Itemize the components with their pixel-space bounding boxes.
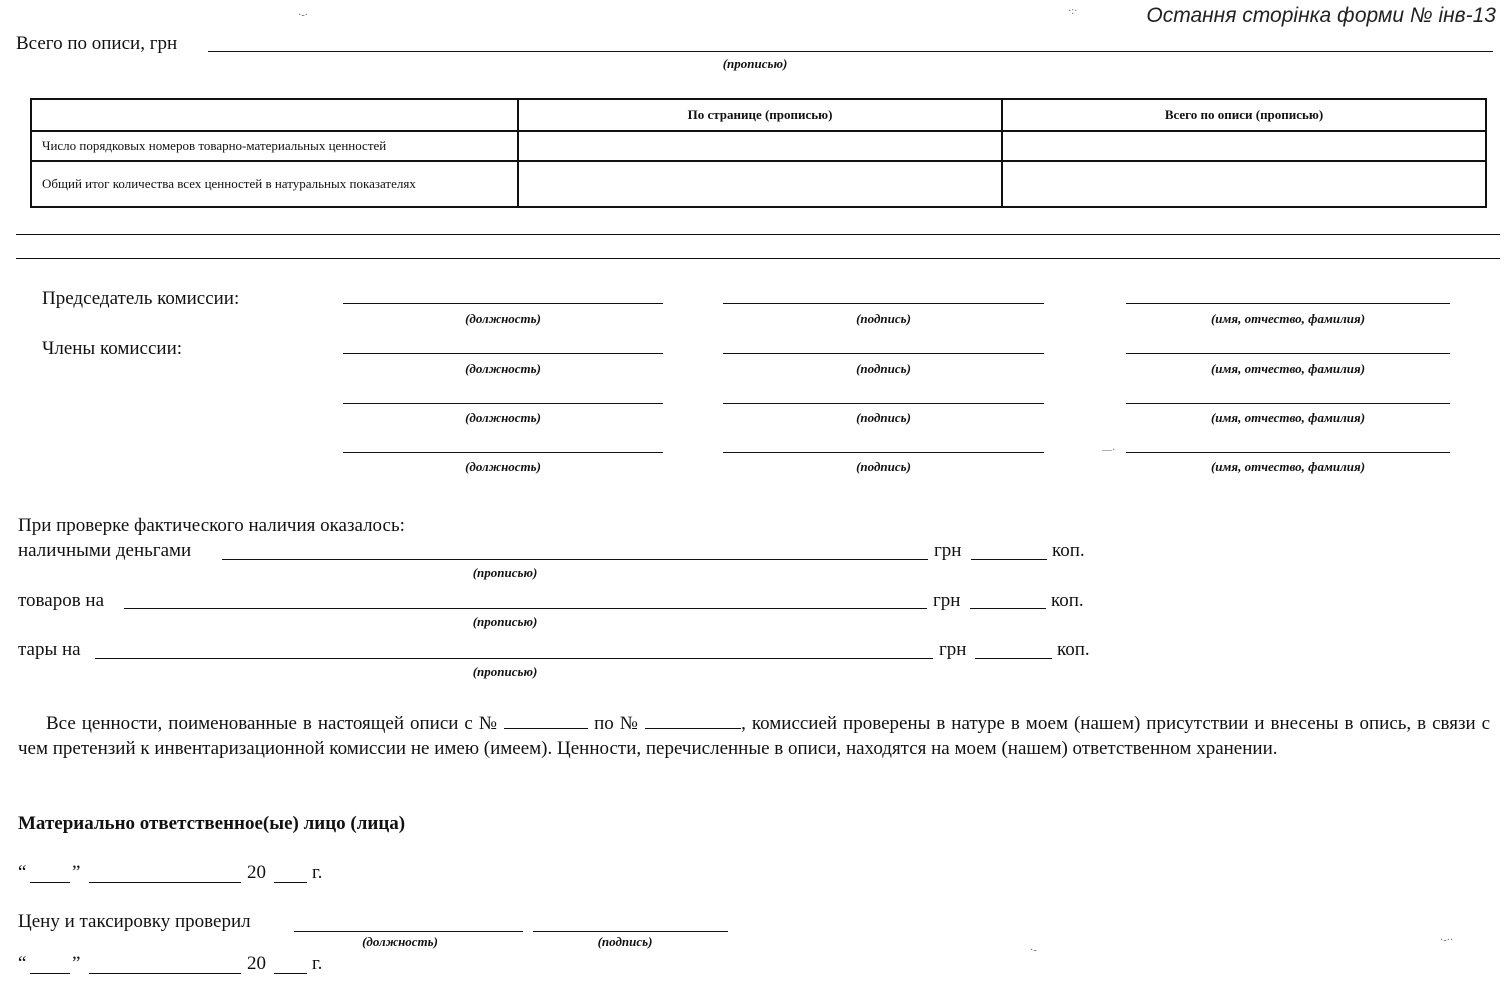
amount-hint: (прописью) <box>472 565 538 580</box>
statement-part1: Все ценности, поименованные в настоящей описи с № <box>46 713 499 734</box>
total-count-cell[interactable] <box>1002 131 1486 161</box>
date-month-field[interactable] <box>89 973 241 974</box>
price-check-label: Цену и таксировку проверил <box>18 911 251 932</box>
date-century: 20 <box>247 862 266 883</box>
table-header-cell: По странице (прописью) <box>518 99 1002 131</box>
amount-hint: (прописью) <box>472 664 538 679</box>
statement-paragraph <box>18 711 1490 761</box>
member-name-field[interactable] <box>1126 452 1450 453</box>
member-position-field[interactable] <box>343 353 663 354</box>
date-year-suffix: г. <box>312 862 323 883</box>
date-month-field[interactable] <box>89 882 241 883</box>
responsible-label: Материально ответственное(ые) лицо (лица) <box>18 813 406 834</box>
member-signature-field[interactable] <box>723 452 1044 453</box>
signature-hint: (подпись) <box>856 459 911 474</box>
table-row-label: Общий итог количества всех ценностей в натуральных показателях <box>31 161 518 207</box>
table-header-cell: Всего по описи (прописью) <box>1002 99 1486 131</box>
totals-table <box>30 98 1487 208</box>
goods-label: товаров на <box>18 590 105 611</box>
kop-label: коп. <box>1051 590 1084 611</box>
signature-hint: (подпись) <box>856 410 911 425</box>
scan-speck: ·‐· <box>298 10 308 21</box>
total-label: Всего по описи, грн <box>16 33 178 54</box>
date-day-field[interactable] <box>30 882 70 883</box>
signature-hint: (подпись) <box>597 934 653 949</box>
separator-line <box>16 234 1500 235</box>
date-close-quote: ” <box>72 862 81 883</box>
date-close-quote: ” <box>72 953 81 974</box>
scan-speck: ·‐·· <box>1440 935 1454 946</box>
signature-hint: (подпись) <box>856 361 911 376</box>
per-page-quantity-cell[interactable] <box>518 161 1002 207</box>
total-quantity-cell[interactable] <box>1002 161 1486 207</box>
table-row-label: Число порядковых номеров товарно-материальных ценностей <box>31 131 518 161</box>
cash-kop-field[interactable] <box>971 559 1047 560</box>
date-open-quote: “ <box>18 862 27 883</box>
scan-speck: ·:· <box>1068 6 1078 17</box>
statement-part3: , комиссией проверены в натуре в моем (нашем) присутствии и внесены в опись, в связи с чем претензий к инвентаризационной комиссии не имею (имеем). Ценности, перечисленные в описи, находятся на моем (нашем) ответственном хранении. <box>18 713 1491 759</box>
position-hint: (должность) <box>465 311 541 326</box>
amount-hint: (прописью) <box>472 614 538 629</box>
date-year-field[interactable] <box>274 973 307 974</box>
member-name-field[interactable] <box>1126 353 1450 354</box>
statement-part2: по № <box>594 713 640 734</box>
from-number-field[interactable] <box>504 713 588 729</box>
member-position-field[interactable] <box>343 452 663 453</box>
tare-label: тары на <box>18 639 81 660</box>
per-page-count-cell[interactable] <box>518 131 1002 161</box>
name-hint: (имя, отчество, фамилия) <box>1210 459 1366 474</box>
member-signature-field[interactable] <box>723 403 1044 404</box>
chairman-position-field[interactable] <box>343 303 663 304</box>
name-hint: (имя, отчество, фамилия) <box>1210 311 1366 326</box>
price-check-signature-field[interactable] <box>533 931 728 932</box>
form-title: Остання сторінка форми № інв-13 <box>1146 4 1496 27</box>
date-open-quote: “ <box>18 953 27 974</box>
position-hint: (должность) <box>465 361 541 376</box>
uah-label: грн <box>933 590 961 611</box>
date-year-field[interactable] <box>274 882 307 883</box>
to-number-field[interactable] <box>645 713 741 729</box>
goods-kop-field[interactable] <box>970 608 1046 609</box>
uah-label: грн <box>934 540 962 561</box>
name-hint: (имя, отчество, фамилия) <box>1210 361 1366 376</box>
table-header-row <box>31 99 1486 131</box>
name-hint: (имя, отчество, фамилия) <box>1210 410 1366 425</box>
member-signature-field[interactable] <box>723 353 1044 354</box>
uah-label: грн <box>939 639 967 660</box>
actual-check-title: При проверке фактического наличия оказалось: <box>18 515 405 536</box>
total-amount-hint: (прописью) <box>722 56 788 71</box>
member-name-field[interactable] <box>1126 403 1450 404</box>
table-row <box>31 131 1486 161</box>
date-century: 20 <box>247 953 266 974</box>
kop-label: коп. <box>1057 639 1090 660</box>
date-day-field[interactable] <box>30 973 70 974</box>
tare-amount-field[interactable] <box>95 658 933 659</box>
position-hint: (должность) <box>465 459 541 474</box>
kop-label: коп. <box>1052 540 1085 561</box>
chairman-signature-field[interactable] <box>723 303 1044 304</box>
total-amount-field[interactable] <box>208 51 1493 52</box>
chairman-label: Председатель комиссии: <box>42 288 240 309</box>
table-header-cell <box>31 99 518 131</box>
members-label: Члены комиссии: <box>42 338 183 359</box>
cash-label: наличными деньгами <box>18 540 192 561</box>
date-year-suffix: г. <box>312 953 323 974</box>
signature-hint: (подпись) <box>856 311 911 326</box>
table-row <box>31 161 1486 207</box>
separator-line <box>16 258 1500 259</box>
price-check-position-field[interactable] <box>294 931 523 932</box>
tare-kop-field[interactable] <box>975 658 1052 659</box>
chairman-name-field[interactable] <box>1126 303 1450 304</box>
position-hint: (должность) <box>362 934 438 949</box>
scan-speck: —· <box>1102 445 1116 456</box>
cash-amount-field[interactable] <box>222 559 928 560</box>
member-position-field[interactable] <box>343 403 663 404</box>
position-hint: (должность) <box>465 410 541 425</box>
scan-speck: ·‐ <box>1030 945 1037 956</box>
goods-amount-field[interactable] <box>124 608 927 609</box>
